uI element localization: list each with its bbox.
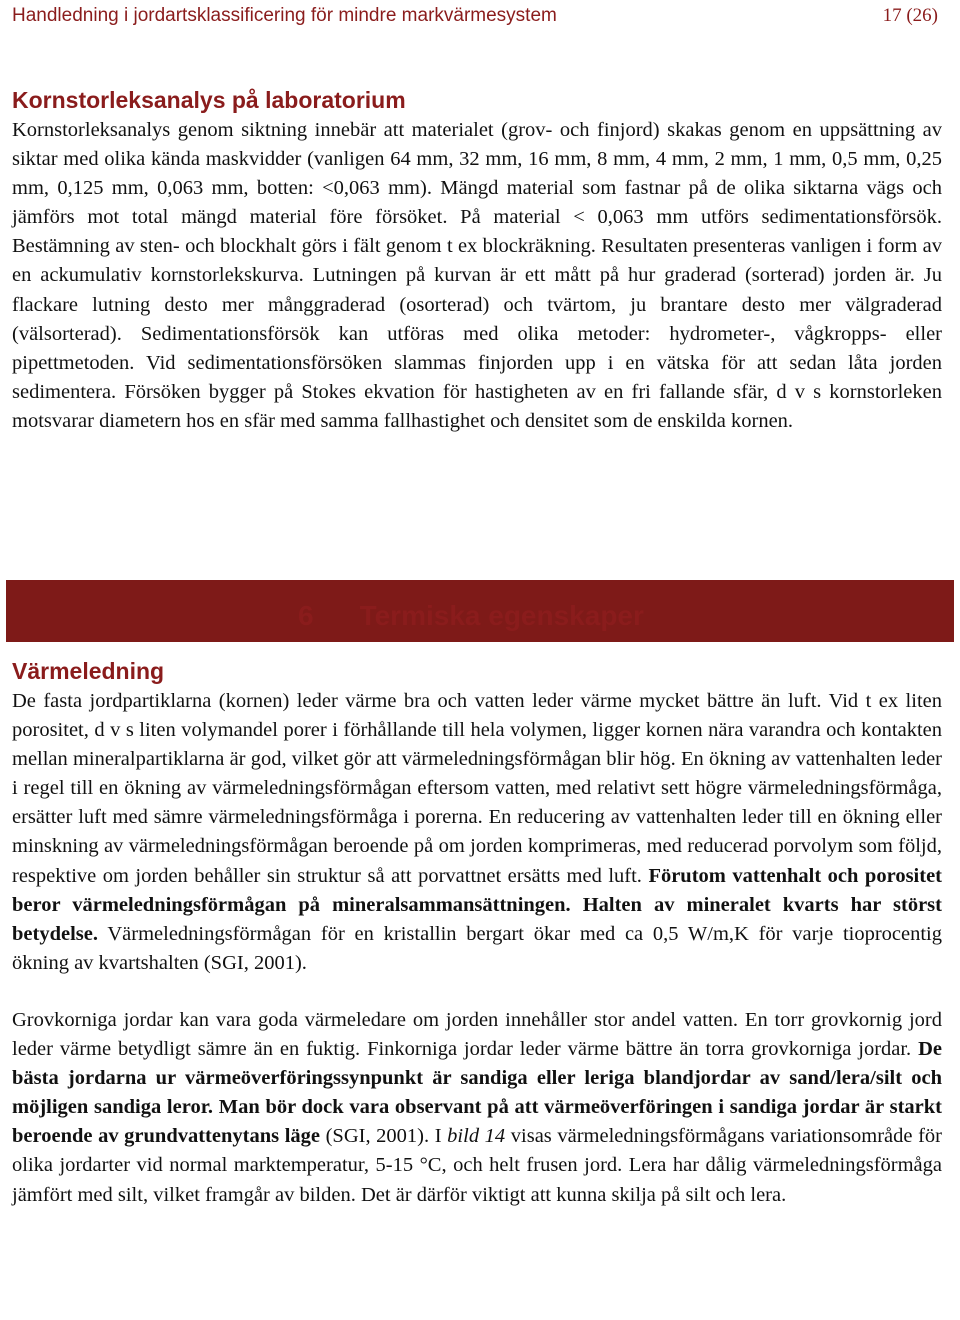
paragraph-text: visas värmeledningsförmågans variationsområde för olika jordarter vid normal marktemperatur, 5-15 °C, och helt frusen jord. Lera har dålig värmeledningsförmåga jämfört med silt, vilket framgår av bilden. Det är därför viktigt att kunna skilja på silt och lera. <box>12 1125 942 1206</box>
bold-emphasis: De bästa jordarna ur värmeöverföringssynpunkt är sandiga eller leriga blandjordar av sand/lera/silt och möjligen sandiga leror. Man bör dock vara observant på att värmeöverföringen i sandiga jordar är starkt beroende av grundvattenytans läge <box>12 1038 942 1148</box>
section-heading: Kornstorleksanalys på laboratorium <box>12 87 406 113</box>
figure-reference: bild 14 <box>447 1125 506 1148</box>
paragraph-text: (SGI, 2001). I <box>320 1125 448 1148</box>
page-number: 17 (26) <box>882 5 938 26</box>
paragraph-text: De fasta jordpartiklarna (kornen) leder värme bra och vatten leder värme mycket bättre än luft. Vid t ex liten porositet, d v s liten volymandel porer i förhållande till hela volymen, ligger kornen nära varandra och kontakten mellan mineralpartiklarna är god, vilket gör att värmeledningsförmågan blir hög. En ökning av vattenhalten leder i regel till en ökning av värmeledningsförmågan eftersom vatten, med relativt sett högre värmeledningsförmåga, ersätter luft med sämre värmeledningsförmåga i porerna. En reducering av vattenhalten leder till en ökning eller minskning av värmeledningsförmågan beroende på om jorden komprimeras, med reducerad porvolym som följd, respektive om jorden behåller sin struktur så att porvattnet ersätts med luft. <box>12 690 942 887</box>
section-heading: Värmeledning <box>12 658 165 684</box>
body-paragraph: Kornstorleksanalys genom siktning innebär att materialet (grov- och finjord) skakas genom en uppsättning av siktar med olika kända maskvidder (vanligen 64 mm, 32 mm, 16 mm, 8 mm, 4 mm, 2 mm, 1 mm, 0,5 mm, 0,25 mm, 0,125 mm, 0,063 mm, botten: <0,063 mm). Mängd material som fastnar på de olika siktarna vägs och jämförs mot total mängd material före försöket. På material < 0,063 mm utförs sedimentationsförsök. Bestämning av sten- och blockhalt görs i fält genom t ex blockräkning. Resultaten presenteras vanligen i form av en ackumulativ kornstorlekskurva. Lutningen på kurvan är ett mått på hur graderad (sorterad) jorden är. Ju flackare lutning desto mer månggraderad (osorterad) och tvärtom, ju brantare desto mer välgraderad (välsorterad). Sedimentationsförsök kan utföras med olika metoder: hydrometer-, vågkropps- eller pipettmetoden. Vid sedimentationsförsöken slammas finjorden upp i en vätska för att sedan låta jorden sedimentera. Försöken bygger på Stokes ekvation för hastigheten av en fri fallande sfär, d v s kornstorleken motsvarar diametern hos en sfär med samma fallhastighet och densitet som de enskilda kornen. <box>12 119 942 432</box>
section-grain-size-analysis <box>12 84 942 436</box>
body-paragraph <box>12 1006 942 1210</box>
document-title: Handledning i jordartsklassificering för mindre markvärmesystem <box>12 5 557 26</box>
bold-emphasis: Förutom vattenhalt och porositet beror värmeledningsförmågan på mineralsammansättningen. Halten av mineralet kvarts har störst betydelse. <box>12 864 942 945</box>
running-header <box>12 4 938 28</box>
chapter-number: 6 <box>298 600 314 631</box>
paragraph-spacer <box>12 978 942 1006</box>
chapter-heading <box>298 600 644 632</box>
paragraph-text: Grovkorniga jordar kan vara goda värmeledare om jorden innehåller stor andel vatten. En torr grovkornig jord leder värme betydligt sämre än en fuktig. Finkorniga jordar leder värme bättre än torra grovkorniga jordar. <box>12 1008 942 1061</box>
section-thermal-conduction <box>12 655 942 1210</box>
paragraph-text: Värmeledningsförmågan för en kristallin bergart ökar med ca 0,5 W/m,K för varje tioprocentig ökning av kvartshalten (SGI, 2001). <box>12 922 942 974</box>
body-paragraph <box>12 687 942 978</box>
chapter-title: Termiska egenskaper <box>359 600 644 631</box>
